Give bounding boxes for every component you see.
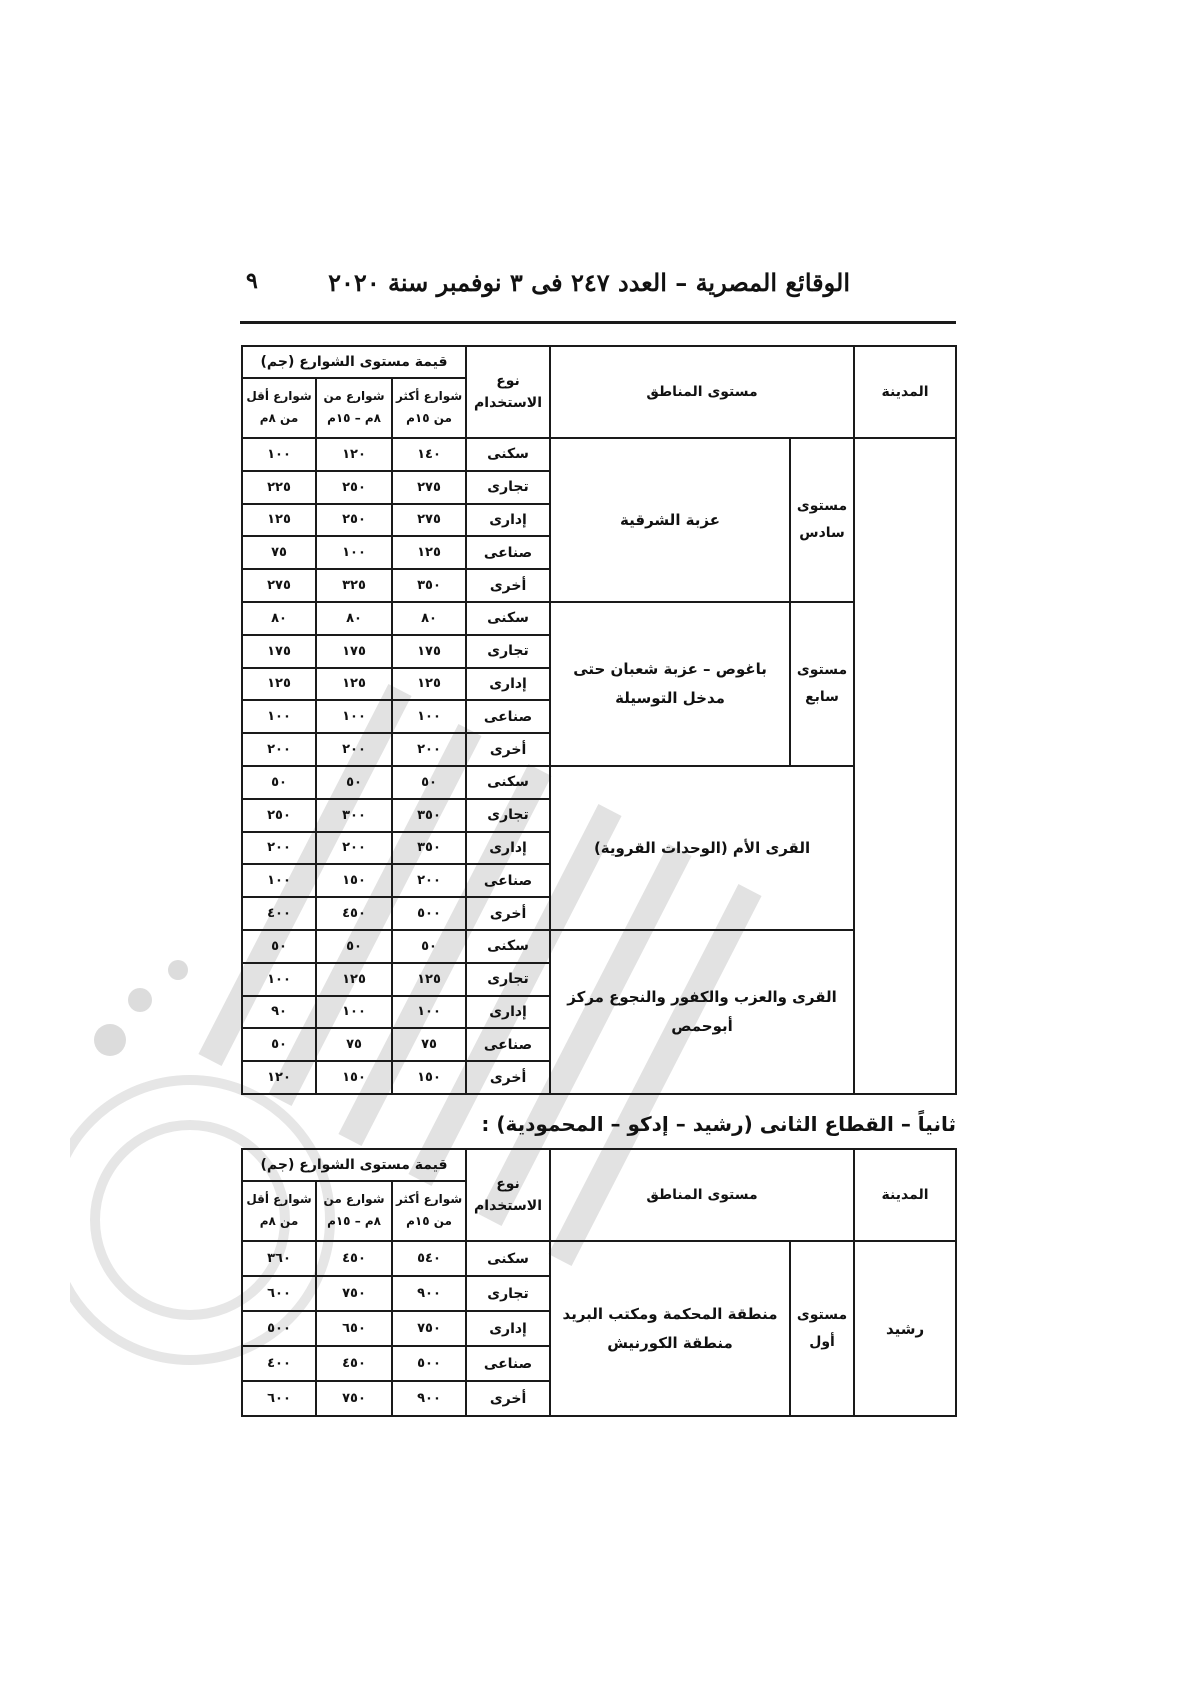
value-8-15: ٣٠٠ xyxy=(316,799,392,832)
level-cell: مستوى أول xyxy=(790,1241,854,1416)
city-cell xyxy=(854,438,956,1094)
usage-cell: صناعى xyxy=(466,700,550,733)
value-8-15: ٤٥٠ xyxy=(316,897,392,930)
usage-cell: تجارى xyxy=(466,963,550,996)
usage-cell: إدارى xyxy=(466,1311,550,1346)
value-less-8: ٢٢٥ xyxy=(242,471,316,504)
header-city: المدينة xyxy=(854,1149,956,1241)
table-row xyxy=(242,602,956,635)
table-row xyxy=(242,930,956,963)
value-more-15: ٧٥٠ xyxy=(392,1311,466,1346)
value-more-15: ١٤٠ xyxy=(392,438,466,471)
header-less-8: شوارع أقل من ٨م xyxy=(242,378,316,438)
header-row xyxy=(242,1149,956,1181)
value-less-8: ٢٧٥ xyxy=(242,569,316,602)
header-zones: مستوى المناطق xyxy=(550,1149,854,1241)
usage-cell: سكنى xyxy=(466,602,550,635)
value-8-15: ٥٠ xyxy=(316,930,392,963)
value-less-8: ٤٠٠ xyxy=(242,897,316,930)
usage-cell: أخرى xyxy=(466,733,550,766)
value-8-15: ١٢٥ xyxy=(316,668,392,701)
zone-cell: عزبة الشرقية xyxy=(550,438,790,602)
value-less-8: ٢٠٠ xyxy=(242,733,316,766)
header-less-8: شوارع أقل من ٨م xyxy=(242,1181,316,1241)
value-8-15: ٣٢٥ xyxy=(316,569,392,602)
header-row xyxy=(242,346,956,378)
value-more-15: ٩٠٠ xyxy=(392,1276,466,1311)
header-usage: نوع الاستخدام xyxy=(466,346,550,438)
usage-cell: إدارى xyxy=(466,832,550,865)
usage-cell: إدارى xyxy=(466,504,550,537)
value-more-15: ٢٠٠ xyxy=(392,864,466,897)
value-8-15: ١٠٠ xyxy=(316,700,392,733)
usage-cell: أخرى xyxy=(466,1061,550,1094)
value-more-15: ٢٠٠ xyxy=(392,733,466,766)
value-8-15: ٦٥٠ xyxy=(316,1311,392,1346)
value-8-15: ٨٠ xyxy=(316,602,392,635)
usage-cell: إدارى xyxy=(466,996,550,1029)
valuation-table-2 xyxy=(241,1148,957,1417)
usage-cell: صناعى xyxy=(466,536,550,569)
valuation-table-1 xyxy=(241,345,957,1095)
usage-cell: تجارى xyxy=(466,471,550,504)
value-more-15: ٢٧٥ xyxy=(392,504,466,537)
value-less-8: ٨٠ xyxy=(242,602,316,635)
usage-cell: إدارى xyxy=(466,668,550,701)
value-less-8: ٥٠ xyxy=(242,766,316,799)
usage-cell: صناعى xyxy=(466,1028,550,1061)
value-less-8: ١٠٠ xyxy=(242,438,316,471)
value-8-15: ٥٠ xyxy=(316,766,392,799)
value-more-15: ١٠٠ xyxy=(392,996,466,1029)
table-row xyxy=(242,438,956,471)
value-more-15: ٣٥٠ xyxy=(392,799,466,832)
value-less-8: ٥٠ xyxy=(242,930,316,963)
usage-cell: سكنى xyxy=(466,1241,550,1276)
level-cell: مستوى سادس xyxy=(790,438,854,602)
usage-cell: أخرى xyxy=(466,569,550,602)
value-more-15: ١٠٠ xyxy=(392,700,466,733)
header-zones: مستوى المناطق xyxy=(550,346,854,438)
header-more-15: شوارع أكثر من ١٥م xyxy=(392,378,466,438)
usage-cell: أخرى xyxy=(466,897,550,930)
value-8-15: ٤٥٠ xyxy=(316,1346,392,1381)
value-more-15: ٩٠٠ xyxy=(392,1381,466,1416)
usage-cell: تجارى xyxy=(466,635,550,668)
value-less-8: ٥٠ xyxy=(242,1028,316,1061)
value-less-8: ١٠٠ xyxy=(242,864,316,897)
value-less-8: ١٢٠ xyxy=(242,1061,316,1094)
value-more-15: ١٧٥ xyxy=(392,635,466,668)
usage-cell: سكنى xyxy=(466,438,550,471)
zone-cell: منطقة المحكمة ومكتب البريد منطقة الكورنيش xyxy=(550,1241,790,1416)
value-8-15: ٢٠٠ xyxy=(316,733,392,766)
section2-title: ثانياً – القطاع الثانى (رشيد – إدكو – المحمودية) : xyxy=(481,1112,956,1136)
header-city: المدينة xyxy=(854,346,956,438)
zone-cell: باغوص – عزبة شعبان حتى مدخل التوسيلة xyxy=(550,602,790,766)
value-8-15: ٢٥٠ xyxy=(316,504,392,537)
header-8-15: شوارع من ٨م – ١٥م xyxy=(316,378,392,438)
header-rule xyxy=(240,321,956,324)
value-less-8: ٢٥٠ xyxy=(242,799,316,832)
header-8-15: شوارع من ٨م – ١٥م xyxy=(316,1181,392,1241)
value-8-15: ١٥٠ xyxy=(316,1061,392,1094)
value-less-8: ١٢٥ xyxy=(242,504,316,537)
value-more-15: ٥٠ xyxy=(392,766,466,799)
value-less-8: ٦٠٠ xyxy=(242,1276,316,1311)
value-less-8: ١٠٠ xyxy=(242,700,316,733)
value-more-15: ١٢٥ xyxy=(392,536,466,569)
value-more-15: ٥٠ xyxy=(392,930,466,963)
journal-title: الوقائع المصرية – العدد ٢٤٧ فى ٣ نوفمبر سنة ٢٠٢٠ xyxy=(328,268,850,297)
value-less-8: ٢٠٠ xyxy=(242,832,316,865)
value-more-15: ١٥٠ xyxy=(392,1061,466,1094)
page-number: ٩ xyxy=(246,268,258,294)
value-more-15: ١٢٥ xyxy=(392,963,466,996)
value-8-15: ١٥٠ xyxy=(316,864,392,897)
value-8-15: ٧٥٠ xyxy=(316,1381,392,1416)
value-more-15: ٥٤٠ xyxy=(392,1241,466,1276)
usage-cell: تجارى xyxy=(466,799,550,832)
value-8-15: ٢٠٠ xyxy=(316,832,392,865)
value-less-8: ٧٥ xyxy=(242,536,316,569)
value-less-8: ١٠٠ xyxy=(242,963,316,996)
value-less-8: ٣٦٠ xyxy=(242,1241,316,1276)
table-row xyxy=(242,766,956,799)
zone-cell: القرى الأم (الوحدات القروية) xyxy=(550,766,854,930)
value-more-15: ٥٠٠ xyxy=(392,897,466,930)
value-8-15: ٧٥ xyxy=(316,1028,392,1061)
value-more-15: ١٢٥ xyxy=(392,668,466,701)
value-8-15: ١٠٠ xyxy=(316,536,392,569)
value-less-8: ٦٠٠ xyxy=(242,1381,316,1416)
level-cell: مستوى سابع xyxy=(790,602,854,766)
usage-cell: صناعى xyxy=(466,864,550,897)
value-8-15: ٧٥٠ xyxy=(316,1276,392,1311)
header-more-15: شوارع أكثر من ١٥م xyxy=(392,1181,466,1241)
value-less-8: ١٢٥ xyxy=(242,668,316,701)
zone-cell: القرى والعزب والكفور والنجوع مركز أبوحمص xyxy=(550,930,854,1094)
value-more-15: ٨٠ xyxy=(392,602,466,635)
city-cell: رشيد xyxy=(854,1241,956,1416)
value-8-15: ١٢٥ xyxy=(316,963,392,996)
usage-cell: أخرى xyxy=(466,1381,550,1416)
value-less-8: ١٧٥ xyxy=(242,635,316,668)
usage-cell: سكنى xyxy=(466,930,550,963)
usage-cell: سكنى xyxy=(466,766,550,799)
header-usage: نوع الاستخدام xyxy=(466,1149,550,1241)
value-8-15: ١٠٠ xyxy=(316,996,392,1029)
page-header xyxy=(240,268,956,318)
table-row xyxy=(242,1241,956,1276)
value-more-15: ٣٥٠ xyxy=(392,569,466,602)
value-less-8: ٤٠٠ xyxy=(242,1346,316,1381)
value-8-15: ٢٥٠ xyxy=(316,471,392,504)
value-8-15: ١٧٥ xyxy=(316,635,392,668)
value-more-15: ٧٥ xyxy=(392,1028,466,1061)
value-less-8: ٥٠٠ xyxy=(242,1311,316,1346)
header-street-value: قيمة مستوى الشوارع (جم) xyxy=(242,346,466,378)
value-more-15: ٢٧٥ xyxy=(392,471,466,504)
value-more-15: ٥٠٠ xyxy=(392,1346,466,1381)
value-8-15: ٤٥٠ xyxy=(316,1241,392,1276)
value-8-15: ١٢٠ xyxy=(316,438,392,471)
usage-cell: تجارى xyxy=(466,1276,550,1311)
usage-cell: صناعى xyxy=(466,1346,550,1381)
value-more-15: ٣٥٠ xyxy=(392,832,466,865)
value-less-8: ٩٠ xyxy=(242,996,316,1029)
header-street-value: قيمة مستوى الشوارع (جم) xyxy=(242,1149,466,1181)
